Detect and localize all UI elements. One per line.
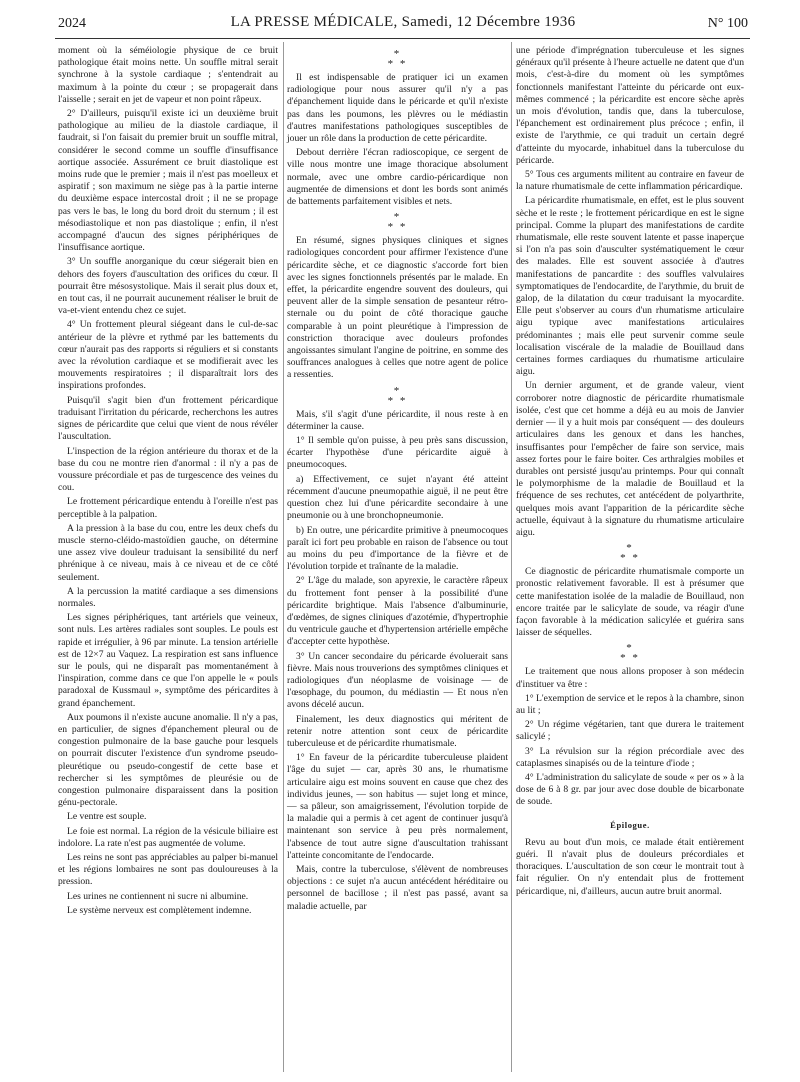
paragraph: 3° La révulsion sur la région précordiale avec des cataplasmes sinapisés ou de la teinture d'iode ; [516, 745, 744, 769]
column-3 [516, 45, 744, 900]
paragraph: 2° L'âge du malade, son apyrexie, le caractère râpeux du frottement font penser à la possibilité d'une péricardite brightique. Mais l'absence d'albuminurie, d'œdèmes, de signes cliniques d'azotémie, d'hypertrophie du ventricule gauche et d'hypertension artérielle empêche d'accepter cette hypothèse. [287, 575, 508, 648]
paragraph: Le traitement que nous allons proposer à son médecin d'instituer va être : [516, 666, 744, 690]
section-stars: * * * [387, 211, 408, 234]
paragraph: b) En outre, une péricardite primitive à pneumocoques paraît ici fort peu probable en raison de l'absence ou tout au moins du peu d'importance de la fièvre et de l'évolution torpide et traînante de la maladie. [287, 524, 508, 573]
paragraph: Mais, contre la tuberculose, s'élèvent de nombreuses objections : ce sujet n'a aucun antécédent héréditaire ou personnel de bacillose ; il n'est pas passé, avant sa maladie actuelle, par [287, 863, 508, 912]
section-stars: * * * [387, 48, 408, 70]
paragraph: a) Effectivement, ce sujet n'ayant été atteint récemment d'aucune pneumopathie aiguë, il ne peut être question chez lui d'une péricardite secondaire à une pneumonie ou à une bronchopneumonie. [287, 473, 508, 522]
paragraph: 1° Il semble qu'on puisse, à peu près sans discussion, écarter l'hypothèse d'une péricardite aiguë à pneumocoques. [287, 435, 508, 471]
paragraph: A la pression à la base du cou, entre les deux chefs du muscle sterno-cléido-mastoïdien gauche, on détermine une assez vive douleur traduisant la sensibilité du nerf phrénique à ce niveau, mais à ce niveau et de ce côté seulement. [58, 522, 278, 583]
section-stars: * * * [620, 642, 640, 665]
paragraph: En résumé, signes physiques cliniques et signes radiologiques concordent pour affirmer l'existence d'une péricardite sèche, et ce diagnostic s'accorde fort bien avec les signes fonctionnels présentés par le malade. En effet, la péricardite engendre souvent des douleurs, qui peuvent aller de la simple sensation de pesanteur rétro-sternale ou du point de côté thoracique gauche comparable à un point pleurétique à l'impression de constriction thoracique avec douleurs profondes angoissantes simulant l'angine de poitrine, en somme des souffrances analogues à celles que notre agent de police a ressenties. [287, 235, 508, 381]
paragraph: 5° Tous ces arguments militent au contraire en faveur de la nature rhumatismale de cette inflammation péricardique. [516, 169, 744, 193]
paragraph: Mais, s'il s'agit d'une péricardite, il nous reste à en déterminer la cause. [287, 408, 508, 432]
column-2 [287, 45, 508, 915]
paragraph: Les reins ne sont pas appréciables au palper bi-manuel et les régions lombaires ne sont pas douloureuses à la pression. [58, 852, 278, 888]
paragraph: Les urines ne contiennent ni sucre ni albumine. [67, 890, 249, 902]
paragraph: moment où la séméiologie physique de ce bruit pathologique était moins nette. Un souffle mitral serait synchrone à la systole cardiaque ; s'entendrait au maximum à la pointe du cœur ; se propagerait dans l'aisselle ; serait en jet de vapeur et non point râpeux. [58, 45, 278, 105]
paragraph: Revu au bout d'un mois, ce malade était entièrement guéri. Il n'avait plus de douleurs précordiales et thoraciques. L'auscultation de son cœur le montrait tout à fait régulier. On n'y entendait plus de frottement péricardique, ni, d'ailleurs, aucun autre bruit anormal. [516, 836, 744, 897]
epilogue-heading: Épilogue. [610, 819, 650, 830]
paragraph: 3° Un souffle anorganique du cœur siégerait bien en dehors des foyers d'auscultation des orifices du cœur. Il pourrait être mésosystolique. Mais il serait plus doux et, en tout cas, il ne pourrait aucunement réaliser le bruit de va-et-vient entendu chez ce sujet. [58, 256, 278, 317]
page-header [58, 14, 748, 36]
paragraph: 1° L'exemption de service et le repos à la chambre, sinon au lit ; [516, 692, 744, 716]
paragraph: Finalement, les deux diagnostics qui méritent de retenir notre attention sont ceux de péricardite tuberculeuse et de péricardite rhumatismale. [287, 713, 508, 749]
paragraph: Il est indispensable de pratiquer ici un examen radiologique pour nous assurer qu'il n'y a pas d'épanchement liquide dans le péricarde et qu'il n'existe pas dans les poumons, les plèvres ou le médiastin d'autres manifestations pathologiques susceptibles de jouer un rôle dans la production de cette péricardite. [287, 72, 508, 145]
paragraph: 2° D'ailleurs, puisqu'il existe ici un deuxième bruit pathologique au milieu de la diastole cardiaque, il faudrait, si l'on faisait du premier bruit un souffle mitral, considérer le second comme un souffle d'insuffisance aortique associée. Assurément ce bruit diastolique est moins rude que le premier ; mais il n'est pas moelleux et aspiratif ; son maximum ne siège pas à la partie interne du deuxième espace intercostal droit ; il ne se propage pas vers le bas, le long du bord droit du sternum ; il est mésodiastolique et non pas diastolique ; enfin, il n'est accompagné d'aucun des signes périphériques de l'insuffisance aortique. [58, 108, 278, 254]
paragraph: 3° Un cancer secondaire du péricarde évoluerait sans fièvre. Mais nous trouverions des symptômes cliniques et radiologiques d'un néoplasme de voisinage — de l'œsophage, du poumon, du médiastin — Et nous n'en avons décelé aucun. [287, 650, 508, 711]
paragraph: 4° Un frottement pleural siégeant dans le cul-de-sac antérieur de la plèvre et rythmé par les battements du cœur n'aurait pas des rapports si réguliers et si constants avec la révolution cardiaque et se modifierait avec les mouvements respiratoires ; il disparaîtrait lors des inspirations profondes. [58, 319, 278, 392]
paragraph: Un dernier argument, et de grande valeur, vient corroborer notre diagnostic de péricardite rhumatismale isolée, c'est que cet homme a déjà eu au mois de Janvier dernier — il y a huit mois par conséquent — des douleurs articulaires dans les genoux et dans les hanches, insuffisantes pour l'empêcher de faire son service, mais assez fortes pour le faire boiter. Ces arthralgies mobiles et durables ont persisté jusqu'au printemps. Pour qui connaît le polymorphisme de la maladie de Bouillaud et la fréquence de ses rechutes, cet antécédent de polyarthrite, quelques mois avant l'apparition de la péricardite sèche actuelle, équivaut à la signature du rhumatisme articulaire aigu. [516, 380, 744, 538]
paragraph: L'inspection de la région antérieure du thorax et de la base du cou ne montre rien d'anormal : il n'y a pas de voussure précordiale et pas de turgescence des veines du cou. [58, 445, 278, 494]
paragraph: Le frottement péricardique entendu à l'oreille n'est pas perceptible à la palpation. [58, 496, 278, 520]
paragraph: Le ventre est souple. [67, 811, 147, 823]
paragraph: Les signes périphériques, tant artériels que veineux, sont nuls. Les artères radiales sont souples. Le pouls est rapide et irrégulier, à 96 par minute. La tension artérielle est de 12×7 au Vaquez. La respiration est sans influence sur le pouls, qui ne disparaît pas momentanément à l'inspiration, comme dans ce que l'on appelle le « pouls paradoxal de Kussmaul », symptôme des péricardites à grand épanchement. [58, 612, 278, 709]
column-1 [58, 45, 278, 919]
paragraph: A la percussion la matité cardiaque a ses dimensions normales. [58, 585, 278, 609]
paragraph: Le système nerveux est complètement indemne. [67, 904, 252, 916]
paragraph: 1° En faveur de la péricardite tuberculeuse plaident l'âge du sujet — car, après 30 ans, le rhumatisme articulaire aigu est moins souvent en cause que chez des individus jeunes, — son habitus — sujet long et mince, — sa pâleur, son amaigrissement, l'évolution torpide de la maladie qui a permis à cet agent de continuer jusqu'à maintenant son service à peu près normalement, l'absence de tout autre signe d'auscultation trahissant l'atteinte concomitante de l'endocarde. [287, 752, 508, 861]
paragraph: 4° L'administration du salicylate de soude « per os » à la dose de 6 à 8 gr. par jour avec dose double de bicarbonate de soude. [516, 771, 744, 808]
section-stars: * * * [620, 542, 640, 565]
column-divider [511, 42, 512, 1072]
paragraph: une période d'imprégnation tuberculeuse et les signes généraux qu'il présente à l'heure actuelle ne datent que d'un mois, c'est-à-dire du moment où les symptômes fonctionnels manifestant l'atteinte du péricarde ont eux-mêmes commencé ; la péricardite est encore sèche après un mois d'évolution, tandis que, dans la tuberculose, l'épanchement est ordinairement plus précoce ; enfin, il existe de l'arythmie, ce qui traduit un certain degré d'atteinte du myocarde, inhabituel dans la tuberculose du péricarde. [516, 45, 744, 166]
paragraph: Aux poumons il n'existe aucune anomalie. Il n'y a pas, en particulier, de signes d'épanchement pleural ou de congestion pulmonaire de la base gauche pour lesquels on pourrait discuter l'existence d'un syndrome pseudo-pleurétique ou pseudo-congestif de cette base et rechercher si les symptômes de pleurésie ou de congestion pulmonaire disparaissent dans la position génu-pectorale. [58, 711, 278, 809]
column-divider [283, 42, 284, 1072]
journal-title: LA PRESSE MÉDICALE, Samedi, 12 Décembre 1936 [230, 14, 576, 30]
paragraph: Le foie est normal. La région de la vésicule biliaire est indolore. La rate n'est pas augmentée de volume. [58, 825, 278, 849]
page-number: 2024 [58, 16, 86, 31]
header-rule [55, 38, 750, 39]
paragraph: Debout derrière l'écran radioscopique, ce sergent de ville nous montre une image thoracique absolument normale, avec une ombre cardio-péricardique non augmentée de dimensions et dont les bords sont animés de battements parfaitement visibles et nets. [287, 147, 508, 208]
paragraph: La péricardite rhumatismale, en effet, est le plus souvent sèche et le reste ; le frottement péricardique en est le signe principal. Comme la plupart des manifestations de cardite rhumatismale, elle reste souvent latente et passe inaperçue si l'on n'a pas soin d'ausculter systématiquement le cœur des malades. Elle est souvent associée à d'autres manifestations de pancardite : des souffles valvulaires symptomatiques de l'endocardite, de l'arythmie, du bruit de galop, de la dilatation du cœur traduisant la myocardite. Elle peut s'observer au cours d'un rhumatisme articulaire aigu typique avec manifestations articulaires prédominantes ; mais elle peut survenir comme seule localisation viscérale de la maladie de Bouillaud dans certaines formes cardiaques du rhumatisme articulaire aigu. [516, 195, 744, 378]
paragraph: 2° Un régime végétarien, tant que durera le traitement salicylé ; [516, 719, 744, 743]
paragraph: Ce diagnostic de péricardite rhumatismale comporte un pronostic relativement favorable. Il est à présumer que cette manifestation isolée de la maladie de Bouillaud, non encore traitée par le salicylate de soude, va réagir d'une façon favorable à la médication salicylée et guérira sans laisser de séquelles. [516, 566, 744, 639]
paragraph: Puisqu'il s'agit bien d'un frottement péricardique traduisant l'irritation du péricarde, recherchons les autres signes de péricardite que celui que vient de nous révéler l'auscultation. [58, 394, 278, 443]
section-stars: * * * [387, 384, 408, 407]
issue-number: N° 100 [707, 16, 748, 31]
